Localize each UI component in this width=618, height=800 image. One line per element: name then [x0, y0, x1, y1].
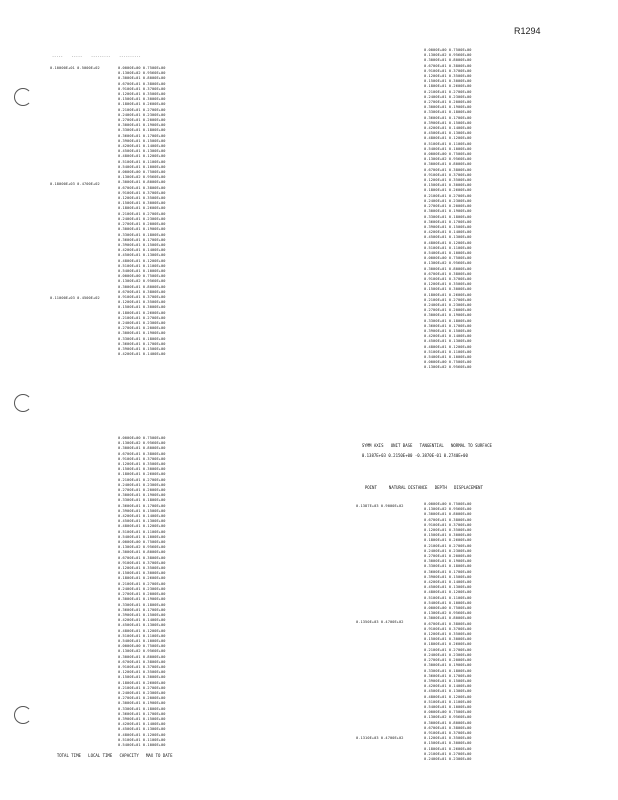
data-row: 0.3600E+01 0.1700E+00 [424, 569, 472, 574]
data-row: 0.1200E+01 0.3500E+00 [424, 74, 472, 79]
data-row: 0.1200E+01 0.3500E+00 [118, 462, 166, 467]
data-row: 0.6700E+01 0.3800E+00 [118, 555, 166, 560]
data-row: 0.1500E+01 0.3000E+00 [118, 201, 166, 206]
data-row: 0.3300E+01 0.1800E+00 [424, 214, 472, 219]
data-row: 0.1500E+01 0.3000E+00 [424, 79, 472, 84]
data-row: 0.3000E+01 0.8000E+00 [118, 180, 166, 185]
data-row: 0.3600E+01 0.1700E+00 [118, 503, 166, 508]
data-row: 0.5100E+01 0.1100E+00 [424, 141, 472, 146]
data-row: 0.3000E+01 0.8000E+00 [118, 654, 166, 659]
data-row: 0.5100E+01 0.1100E+00 [118, 633, 166, 638]
data-row: 0.4200E+01 0.1400E+00 [118, 722, 166, 727]
table-row-point-1: 0.1387E+03 0.9000E+02 [356, 504, 404, 508]
data-row: 0.4500E+01 0.1300E+00 [424, 131, 472, 136]
data-row: 0.3300E+01 0.1800E+00 [118, 232, 166, 237]
footer-labels: TOTAL TIME LOCAL TIME CAPACITY MAX TO DATE [56, 753, 173, 758]
data-row: 0.1800E+01 0.2600E+00 [424, 84, 472, 89]
data-row: 0.2400E+01 0.2300E+00 [424, 198, 472, 203]
data-row: 0.3600E+01 0.1700E+00 [424, 673, 472, 678]
data-row: 0.2100E+01 0.2700E+00 [118, 685, 166, 690]
data-row: 0.1500E+01 0.3000E+00 [118, 305, 166, 310]
data-row: 0.4200E+01 0.1400E+00 [118, 514, 166, 519]
data-row: 0.9100E+01 0.3700E+00 [118, 190, 166, 195]
data-row: 0.1800E+01 0.2600E+00 [118, 472, 166, 477]
data-row: 0.3600E+01 0.1700E+00 [118, 607, 166, 612]
data-row: 0.2100E+01 0.2700E+00 [424, 543, 472, 548]
data-row: 0.5400E+01 0.1000E+00 [424, 600, 472, 605]
data-row: 0.0000E+00 0.7500E+00 [424, 152, 472, 157]
data-row: 0.3600E+01 0.1700E+00 [424, 219, 472, 224]
data-row: 0.4500E+01 0.1300E+00 [424, 689, 472, 694]
data-row: 0.3300E+01 0.1800E+00 [424, 318, 472, 323]
punch-hole-middle [14, 394, 32, 412]
data-row: 0.9100E+01 0.3700E+00 [424, 522, 472, 527]
data-row: 0.1800E+01 0.2600E+00 [118, 576, 166, 581]
data-row: 0.4800E+01 0.1200E+00 [118, 524, 166, 529]
data-row: 0.3900E+01 0.1500E+00 [118, 508, 166, 513]
data-row: 0.4500E+01 0.1300E+00 [424, 585, 472, 590]
data-column-right-top [424, 48, 472, 371]
data-row: 0.4500E+01 0.1300E+00 [424, 339, 472, 344]
data-row: 0.6700E+01 0.3800E+00 [118, 81, 166, 86]
data-row: 0.5100E+01 0.1100E+00 [424, 349, 472, 354]
data-row: 0.4800E+01 0.1200E+00 [424, 344, 472, 349]
data-row: 0.6700E+01 0.3800E+00 [118, 289, 166, 294]
data-row: 0.2400E+01 0.2300E+00 [424, 302, 472, 307]
data-row: 0.6700E+01 0.3800E+00 [118, 659, 166, 664]
data-row: 0.1300E+02 0.9560E+00 [424, 507, 472, 512]
data-row: 0.1800E+01 0.2600E+00 [118, 206, 166, 211]
data-row: 0.0000E+00 0.7500E+00 [118, 170, 166, 175]
data-row: 0.1800E+01 0.2600E+00 [118, 102, 166, 107]
data-row: 0.3900E+01 0.1500E+00 [118, 242, 166, 247]
data-row: 0.2400E+01 0.2300E+00 [424, 756, 472, 761]
data-row: 0.1300E+02 0.9560E+00 [118, 545, 166, 550]
data-row: 0.3900E+01 0.1500E+00 [118, 346, 166, 351]
data-row: 0.5400E+01 0.1000E+00 [424, 354, 472, 359]
data-row: 0.1300E+02 0.9560E+00 [424, 715, 472, 720]
data-row: 0.1200E+01 0.3500E+00 [118, 670, 166, 675]
data-row: 0.4500E+01 0.1300E+00 [118, 519, 166, 524]
data-row: 0.4200E+01 0.1400E+00 [118, 144, 166, 149]
data-row: 0.3000E+01 0.1900E+00 [424, 313, 472, 318]
data-row: 0.1300E+02 0.9560E+00 [424, 53, 472, 58]
data-row: 0.2700E+01 0.2000E+00 [118, 326, 166, 331]
data-row: 0.9100E+01 0.3700E+00 [118, 456, 166, 461]
data-row: 0.3900E+01 0.1500E+00 [118, 138, 166, 143]
data-row: 0.1800E+01 0.2600E+00 [118, 310, 166, 315]
data-row: 0.0000E+00 0.7500E+00 [118, 274, 166, 279]
data-row: 0.3300E+01 0.1800E+00 [118, 706, 166, 711]
data-row: 0.5100E+01 0.1100E+00 [424, 245, 472, 250]
data-row: 0.3000E+01 0.1900E+00 [118, 227, 166, 232]
data-row: 0.1500E+01 0.3000E+00 [424, 741, 472, 746]
data-row: 0.5400E+01 0.1000E+00 [424, 250, 472, 255]
data-row: 0.3900E+01 0.1500E+00 [424, 678, 472, 683]
data-row: 0.2700E+01 0.2000E+00 [118, 118, 166, 123]
data-row: 0.5100E+01 0.1100E+00 [424, 699, 472, 704]
data-row: 0.2100E+01 0.2700E+00 [118, 211, 166, 216]
data-row: 0.3600E+01 0.1700E+00 [424, 115, 472, 120]
data-row: 0.3000E+01 0.1900E+00 [118, 701, 166, 706]
data-row: 0.3000E+01 0.1900E+00 [118, 493, 166, 498]
data-row: 0.1500E+01 0.3000E+00 [118, 571, 166, 576]
data-row: 0.2700E+01 0.2000E+00 [424, 204, 472, 209]
data-row: 0.5100E+01 0.1100E+00 [118, 263, 166, 268]
data-row: 0.1200E+01 0.3500E+00 [424, 178, 472, 183]
data-row: 0.9100E+01 0.3700E+00 [424, 626, 472, 631]
data-row: 0.2100E+01 0.2700E+00 [424, 647, 472, 652]
data-row: 0.2700E+01 0.2000E+00 [424, 100, 472, 105]
data-row: 0.6700E+01 0.3800E+00 [424, 621, 472, 626]
data-row: 0.4800E+01 0.1200E+00 [118, 628, 166, 633]
data-row: 0.1500E+01 0.3000E+00 [118, 675, 166, 680]
right-table-headers: SYMM AXIS UNIT BASE TANGENTIAL NORMAL TO SURFACE [361, 443, 492, 448]
data-row: 0.0000E+00 0.7500E+00 [118, 66, 166, 70]
data-row: 0.5400E+01 0.1000E+00 [118, 534, 166, 539]
left-group-label-3: 0.11000E+03 0.4500E+02 [50, 296, 100, 300]
data-row: 0.1300E+02 0.9560E+00 [424, 157, 472, 162]
data-row: 0.3900E+01 0.1500E+00 [118, 716, 166, 721]
data-row: 0.3300E+01 0.1800E+00 [118, 128, 166, 133]
data-row: 0.3300E+01 0.1800E+00 [118, 336, 166, 341]
top-dashes: ----- ----- --------- ---------- [52, 54, 141, 58]
data-row: 0.1500E+01 0.3000E+00 [424, 183, 472, 188]
data-row: 0.2100E+01 0.2700E+00 [424, 751, 472, 756]
data-row: 0.3600E+01 0.1700E+00 [424, 323, 472, 328]
data-row: 0.6700E+01 0.3800E+00 [424, 517, 472, 522]
data-row: 0.2100E+01 0.2700E+00 [118, 581, 166, 586]
data-row: 0.4800E+01 0.1200E+00 [424, 694, 472, 699]
data-row: 0.3000E+01 0.1900E+00 [118, 331, 166, 336]
data-row: 0.2400E+01 0.2300E+00 [118, 690, 166, 695]
data-row: 0.2700E+01 0.2000E+00 [424, 308, 472, 313]
data-row: 0.4200E+01 0.1400E+00 [118, 352, 166, 357]
data-row: 0.2700E+01 0.2000E+00 [118, 696, 166, 701]
data-row: 0.1800E+01 0.2600E+00 [424, 642, 472, 647]
left-group-label-2: 0.18000E+03 0.4700E+02 [50, 182, 100, 186]
data-row: 0.1200E+01 0.3500E+00 [424, 632, 472, 637]
data-row: 0.3300E+01 0.1800E+00 [424, 668, 472, 673]
data-column-left-top [118, 66, 166, 357]
data-row: 0.4500E+01 0.1300E+00 [118, 253, 166, 258]
data-row: 0.1200E+01 0.3500E+00 [118, 300, 166, 305]
data-row: 0.6700E+01 0.3800E+00 [424, 167, 472, 172]
data-row: 0.2100E+01 0.2700E+00 [424, 193, 472, 198]
data-row: 0.3000E+01 0.8000E+00 [424, 512, 472, 517]
data-row: 0.2400E+01 0.2300E+00 [424, 548, 472, 553]
page-id: R1294 [514, 26, 541, 36]
data-row: 0.0000E+00 0.7500E+00 [424, 256, 472, 261]
data-row: 0.1800E+01 0.2600E+00 [118, 680, 166, 685]
data-row: 0.3000E+01 0.1900E+00 [424, 105, 472, 110]
data-row: 0.5400E+01 0.1000E+00 [118, 164, 166, 169]
data-row: 0.3000E+01 0.8000E+00 [118, 550, 166, 555]
data-row: 0.3900E+01 0.1500E+00 [424, 224, 472, 229]
data-row: 0.9100E+01 0.3700E+00 [118, 294, 166, 299]
data-row: 0.3000E+01 0.8000E+00 [424, 162, 472, 167]
data-row: 0.3000E+01 0.8000E+00 [118, 76, 166, 81]
data-row: 0.2700E+01 0.2000E+00 [424, 554, 472, 559]
data-row: 0.4800E+01 0.1200E+00 [424, 240, 472, 245]
data-row: 0.2400E+01 0.2300E+00 [118, 482, 166, 487]
data-row: 0.1500E+01 0.3000E+00 [424, 637, 472, 642]
data-row: 0.9100E+01 0.3700E+00 [424, 172, 472, 177]
data-row: 0.2400E+01 0.2300E+00 [118, 112, 166, 117]
data-row: 0.6700E+01 0.3800E+00 [424, 725, 472, 730]
data-row: 0.2100E+01 0.2700E+00 [118, 477, 166, 482]
data-row: 0.3300E+01 0.1800E+00 [424, 564, 472, 569]
data-row: 0.1200E+01 0.3500E+00 [424, 736, 472, 741]
data-row: 0.2100E+01 0.2700E+00 [424, 297, 472, 302]
data-row: 0.5400E+01 0.1000E+00 [424, 146, 472, 151]
data-row: 0.5400E+01 0.1000E+00 [424, 704, 472, 709]
data-row: 0.1800E+01 0.2600E+00 [424, 292, 472, 297]
data-row: 0.9100E+01 0.3700E+00 [118, 86, 166, 91]
data-row: 0.2700E+01 0.2000E+00 [118, 488, 166, 493]
data-row: 0.1300E+02 0.9560E+00 [118, 441, 166, 446]
data-row: 0.1800E+01 0.2600E+00 [424, 538, 472, 543]
data-row: 0.0000E+00 0.7500E+00 [424, 606, 472, 611]
data-row: 0.2400E+01 0.2300E+00 [118, 216, 166, 221]
data-row: 0.1300E+02 0.9560E+00 [118, 649, 166, 654]
data-row: 0.3000E+01 0.8000E+00 [424, 266, 472, 271]
data-row: 0.3000E+01 0.1900E+00 [424, 209, 472, 214]
data-row: 0.2400E+01 0.2300E+00 [118, 320, 166, 325]
data-row: 0.4500E+01 0.1300E+00 [118, 727, 166, 732]
data-row: 0.0000E+00 0.7500E+00 [118, 436, 166, 440]
data-row: 0.2100E+01 0.2700E+00 [424, 89, 472, 94]
data-row: 0.0000E+00 0.7500E+00 [424, 502, 472, 506]
data-row: 0.0000E+00 0.7500E+00 [118, 644, 166, 649]
data-row: 0.4500E+01 0.1300E+00 [424, 235, 472, 240]
punch-hole-bottom [14, 706, 32, 724]
data-row: 0.9100E+01 0.3700E+00 [424, 68, 472, 73]
data-row: 0.6700E+01 0.3800E+00 [424, 63, 472, 68]
data-row: 0.2700E+01 0.2000E+00 [118, 222, 166, 227]
data-row: 0.2100E+01 0.2700E+00 [118, 107, 166, 112]
data-row: 0.5100E+01 0.1100E+00 [424, 595, 472, 600]
data-row: 0.4200E+01 0.1400E+00 [424, 230, 472, 235]
data-row: 0.0000E+00 0.7500E+00 [424, 710, 472, 715]
data-row: 0.1300E+02 0.9560E+00 [118, 175, 166, 180]
data-row: 0.9100E+01 0.3700E+00 [118, 664, 166, 669]
data-row: 0.6700E+01 0.3800E+00 [118, 451, 166, 456]
data-row: 0.3300E+01 0.1800E+00 [118, 602, 166, 607]
data-row: 0.0000E+00 0.7500E+00 [424, 360, 472, 365]
data-row: 0.4800E+01 0.1200E+00 [118, 732, 166, 737]
data-row: 0.3900E+01 0.1500E+00 [424, 120, 472, 125]
data-row: 0.5400E+01 0.1000E+00 [118, 742, 166, 747]
data-row: 0.3600E+01 0.1700E+00 [118, 237, 166, 242]
data-row: 0.4800E+01 0.1200E+00 [118, 258, 166, 263]
data-row: 0.2100E+01 0.2700E+00 [118, 315, 166, 320]
data-row: 0.1200E+01 0.3500E+00 [424, 528, 472, 533]
data-row: 0.3000E+01 0.8000E+00 [424, 58, 472, 63]
data-row: 0.4200E+01 0.1400E+00 [424, 684, 472, 689]
data-row: 0.4500E+01 0.1300E+00 [118, 623, 166, 628]
data-row: 0.3900E+01 0.1500E+00 [118, 612, 166, 617]
data-row: 0.3000E+01 0.1900E+00 [118, 123, 166, 128]
data-column-right-bottom [424, 502, 472, 762]
data-row: 0.3000E+01 0.1900E+00 [118, 597, 166, 602]
table-row-point-2: 0.1350E+03 0.4700E+02 [356, 620, 404, 624]
data-row: 0.1500E+01 0.3000E+00 [118, 467, 166, 472]
data-row: 0.4200E+01 0.1400E+00 [118, 248, 166, 253]
data-row: 0.0000E+00 0.7500E+00 [424, 48, 472, 52]
data-row: 0.3600E+01 0.1700E+00 [118, 133, 166, 138]
data-row: 0.3000E+01 0.8000E+00 [118, 446, 166, 451]
data-row: 0.5100E+01 0.1100E+00 [118, 737, 166, 742]
table-headers: POINT NATURAL DISTANCE DEPTH DISPLACEMENT [364, 485, 483, 490]
data-row: 0.4800E+01 0.1200E+00 [118, 154, 166, 159]
punch-hole-top [14, 88, 32, 106]
data-row: 0.5400E+01 0.1000E+00 [118, 268, 166, 273]
data-row: 0.4200E+01 0.1400E+00 [424, 126, 472, 131]
data-row: 0.4800E+01 0.1200E+00 [424, 136, 472, 141]
data-row: 0.4200E+01 0.1400E+00 [118, 618, 166, 623]
data-row: 0.4500E+01 0.1300E+00 [118, 149, 166, 154]
data-row: 0.1200E+01 0.3500E+00 [424, 282, 472, 287]
summary-row: 0.1387E+03 0.2150E+00 -0.3870E-01 0.2740E+00 [361, 453, 468, 458]
data-row: 0.1800E+01 0.2600E+00 [424, 188, 472, 193]
data-row: 0.9100E+01 0.3700E+00 [424, 730, 472, 735]
data-row: 0.6700E+01 0.3800E+00 [118, 185, 166, 190]
data-row: 0.2700E+01 0.2000E+00 [118, 592, 166, 597]
data-row: 0.1300E+02 0.9560E+00 [118, 279, 166, 284]
data-row: 0.3600E+01 0.1700E+00 [118, 711, 166, 716]
data-row: 0.4200E+01 0.1400E+00 [424, 334, 472, 339]
data-row: 0.6700E+01 0.3800E+00 [424, 271, 472, 276]
data-row: 0.0000E+00 0.7500E+00 [118, 540, 166, 545]
data-row: 0.1200E+01 0.3500E+00 [118, 566, 166, 571]
data-row: 0.2700E+01 0.2000E+00 [424, 658, 472, 663]
data-row: 0.1300E+02 0.9560E+00 [118, 71, 166, 76]
data-row: 0.9100E+01 0.3700E+00 [424, 276, 472, 281]
data-row: 0.5400E+01 0.1000E+00 [118, 638, 166, 643]
data-row: 0.1500E+01 0.3000E+00 [424, 533, 472, 538]
data-row: 0.3900E+01 0.1500E+00 [424, 328, 472, 333]
data-row: 0.1300E+02 0.9560E+00 [424, 365, 472, 370]
data-row: 0.2400E+01 0.2300E+00 [424, 94, 472, 99]
data-row: 0.4800E+01 0.1200E+00 [424, 590, 472, 595]
data-row: 0.3300E+01 0.1800E+00 [424, 110, 472, 115]
data-row: 0.3000E+01 0.1900E+00 [424, 663, 472, 668]
data-row: 0.3000E+01 0.8000E+00 [424, 616, 472, 621]
data-row: 0.3000E+01 0.8000E+00 [424, 720, 472, 725]
data-row: 0.1500E+01 0.3000E+00 [118, 97, 166, 102]
data-row: 0.5100E+01 0.1100E+00 [118, 159, 166, 164]
data-row: 0.3000E+01 0.1900E+00 [424, 559, 472, 564]
data-row: 0.2400E+01 0.2300E+00 [424, 652, 472, 657]
data-row: 0.4200E+01 0.1400E+00 [424, 580, 472, 585]
data-row: 0.1300E+02 0.9560E+00 [424, 611, 472, 616]
left-group-label-1: 0.10000E+01 0.5000E+02 [50, 66, 100, 70]
data-row: 0.3600E+01 0.1700E+00 [118, 341, 166, 346]
data-row: 0.1300E+02 0.9560E+00 [424, 261, 472, 266]
data-row: 0.2400E+01 0.2300E+00 [118, 586, 166, 591]
data-row: 0.5100E+01 0.1100E+00 [118, 529, 166, 534]
data-row: 0.1200E+01 0.3500E+00 [118, 92, 166, 97]
data-column-left-bottom [118, 436, 166, 748]
data-row: 0.1500E+01 0.3000E+00 [424, 287, 472, 292]
data-row: 0.1200E+01 0.3500E+00 [118, 196, 166, 201]
data-row: 0.1800E+01 0.2600E+00 [424, 746, 472, 751]
data-row: 0.3900E+01 0.1500E+00 [424, 574, 472, 579]
table-row-point-3: 0.1310E+03 0.4700E+02 [356, 736, 404, 740]
data-row: 0.3000E+01 0.8000E+00 [118, 284, 166, 289]
data-row: 0.9100E+01 0.3700E+00 [118, 560, 166, 565]
data-row: 0.3300E+01 0.1800E+00 [118, 498, 166, 503]
